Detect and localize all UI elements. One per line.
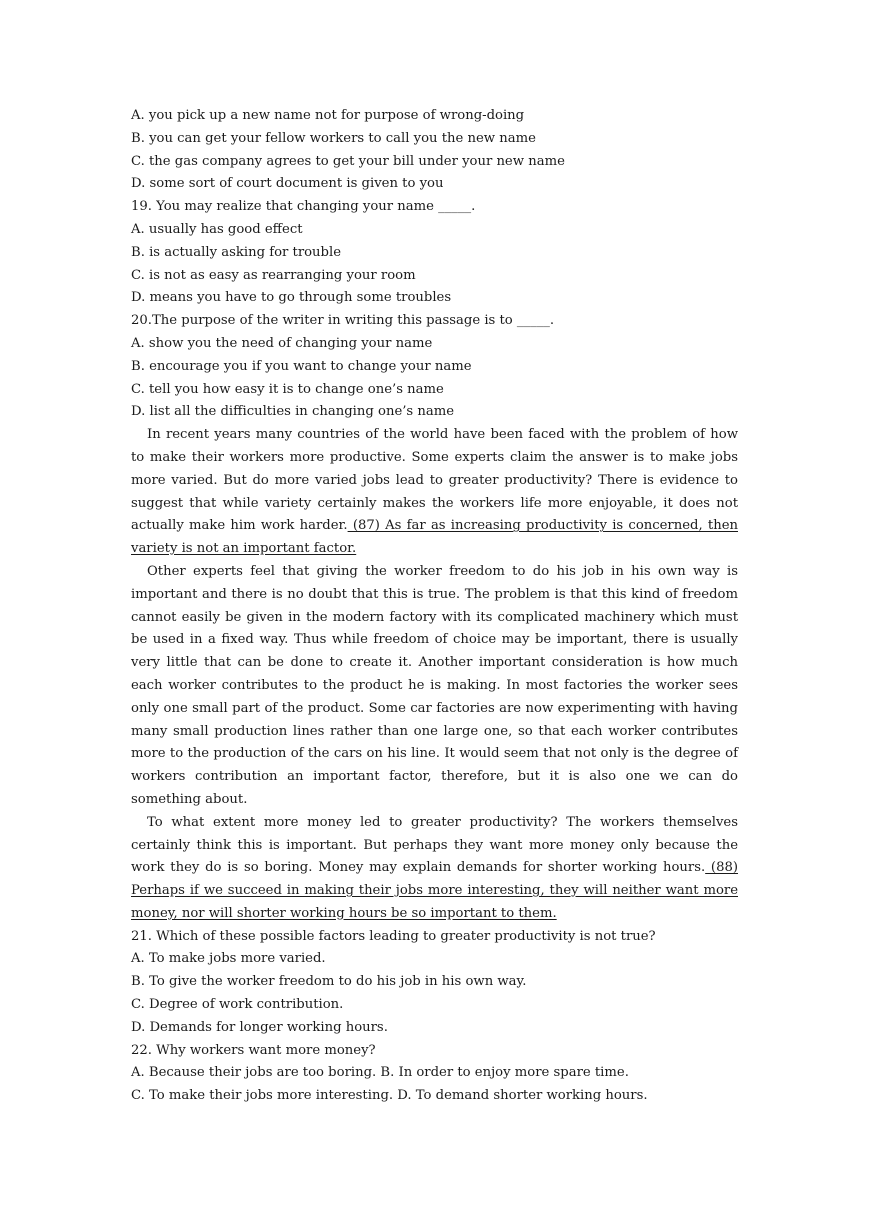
q18-option-d: D. some sort of court document is given to you [131, 176, 444, 192]
passage-paragraph-2 [131, 561, 738, 812]
q19-option-d: D. means you have to go through some troubles [131, 290, 452, 306]
q19-option-a: A. usually has good effect [131, 221, 303, 237]
q18-option-c: C. the gas company agrees to get your bill under your new name [131, 153, 565, 169]
q18-option-b: B. you can get your fellow workers to call you the new name [131, 130, 536, 146]
q20-stem: 20.The purpose of the writer in writing this passage is to _____. [131, 313, 555, 329]
q22-options-line-2: C. To make their jobs more interesting. D. To demand shorter working hours. [131, 1088, 648, 1104]
passage-paragraph-1 [131, 424, 738, 561]
q20-option-c: C. tell you how easy it is to change one’s name [131, 381, 444, 397]
paragraph-3-text: To what extent more money led to greater productivity? The workers themselves certainly think this is important. But perhaps they want more money only because the work they do is so boring. Money may explain demands for shorter working hours. [131, 814, 738, 876]
q20-option-d: D. list all the difficulties in changing one’s name [131, 404, 455, 420]
q21-option-b: B. To give the worker freedom to do his job in his own way. [131, 974, 527, 990]
paragraph-1-text: In recent years many countries of the world have been faced with the problem of how to make their workers more productive. Some experts claim the answer is to make jobs more varied. But do more varied jobs lead to greater productivity? There is evidence to suggest that while variety certainly makes the workers life more enjoyable, it does not actually make him work harder. [131, 427, 738, 534]
q21-option-c: C. Degree of work contribution. [131, 997, 344, 1013]
q22-options-line-1: A. Because their jobs are too boring. B. In order to enjoy more spare time. [131, 1065, 629, 1081]
q19-option-b: B. is actually asking for trouble [131, 244, 342, 260]
reading-passage [131, 424, 738, 926]
q21-option-a: A. To make jobs more varied. [131, 951, 326, 967]
q20-option-a: A. show you the need of changing your name [131, 335, 433, 351]
q20-option-b: B. encourage you if you want to change your name [131, 358, 472, 374]
q21-option-d: D. Demands for longer working hours. [131, 1019, 388, 1035]
q21-stem: 21. Which of these possible factors leading to greater productivity is not true? [131, 928, 656, 944]
translation-sentence-87: (87) As far as increasing productivity is concerned, then variety is not an important factor. [131, 518, 738, 557]
q19-stem: 19. You may realize that changing your name _____. [131, 199, 476, 215]
q18-option-a: A. you pick up a new name not for purpose of wrong-doing [131, 108, 525, 123]
paragraph-2-text: Other experts feel that giving the worker freedom to do his job in his own way is important and there is no doubt that this is true. The problem is that this kind of freedom cannot easily be given in the modern factory with its complicated machinery which must be used in a fixed way. Thus while freedom of choice may be important, there is usually very little that can be done to create it. Another important consideration is how much each worker contributes to the product he is making. In most factories the worker sees only one small part of the product. Some car factories are now experimenting with having many small production lines rather than one large one, so that each worker contributes more to the production of the cars on his line. It would seem that not only is the degree of workers contribution an important factor, therefore, but it is also one we can do something about. [131, 563, 738, 807]
translation-sentence-88: (88) Perhaps if we succeed in making their jobs more interesting, they will neither want more money, nor will shorter working hours be so important to them. [131, 860, 738, 921]
document-page [131, 105, 738, 1108]
passage-paragraph-3 [131, 812, 738, 926]
q22-stem: 22. Why workers want more money? [131, 1042, 376, 1058]
q19-option-c: C. is not as easy as rearranging your room [131, 267, 416, 283]
